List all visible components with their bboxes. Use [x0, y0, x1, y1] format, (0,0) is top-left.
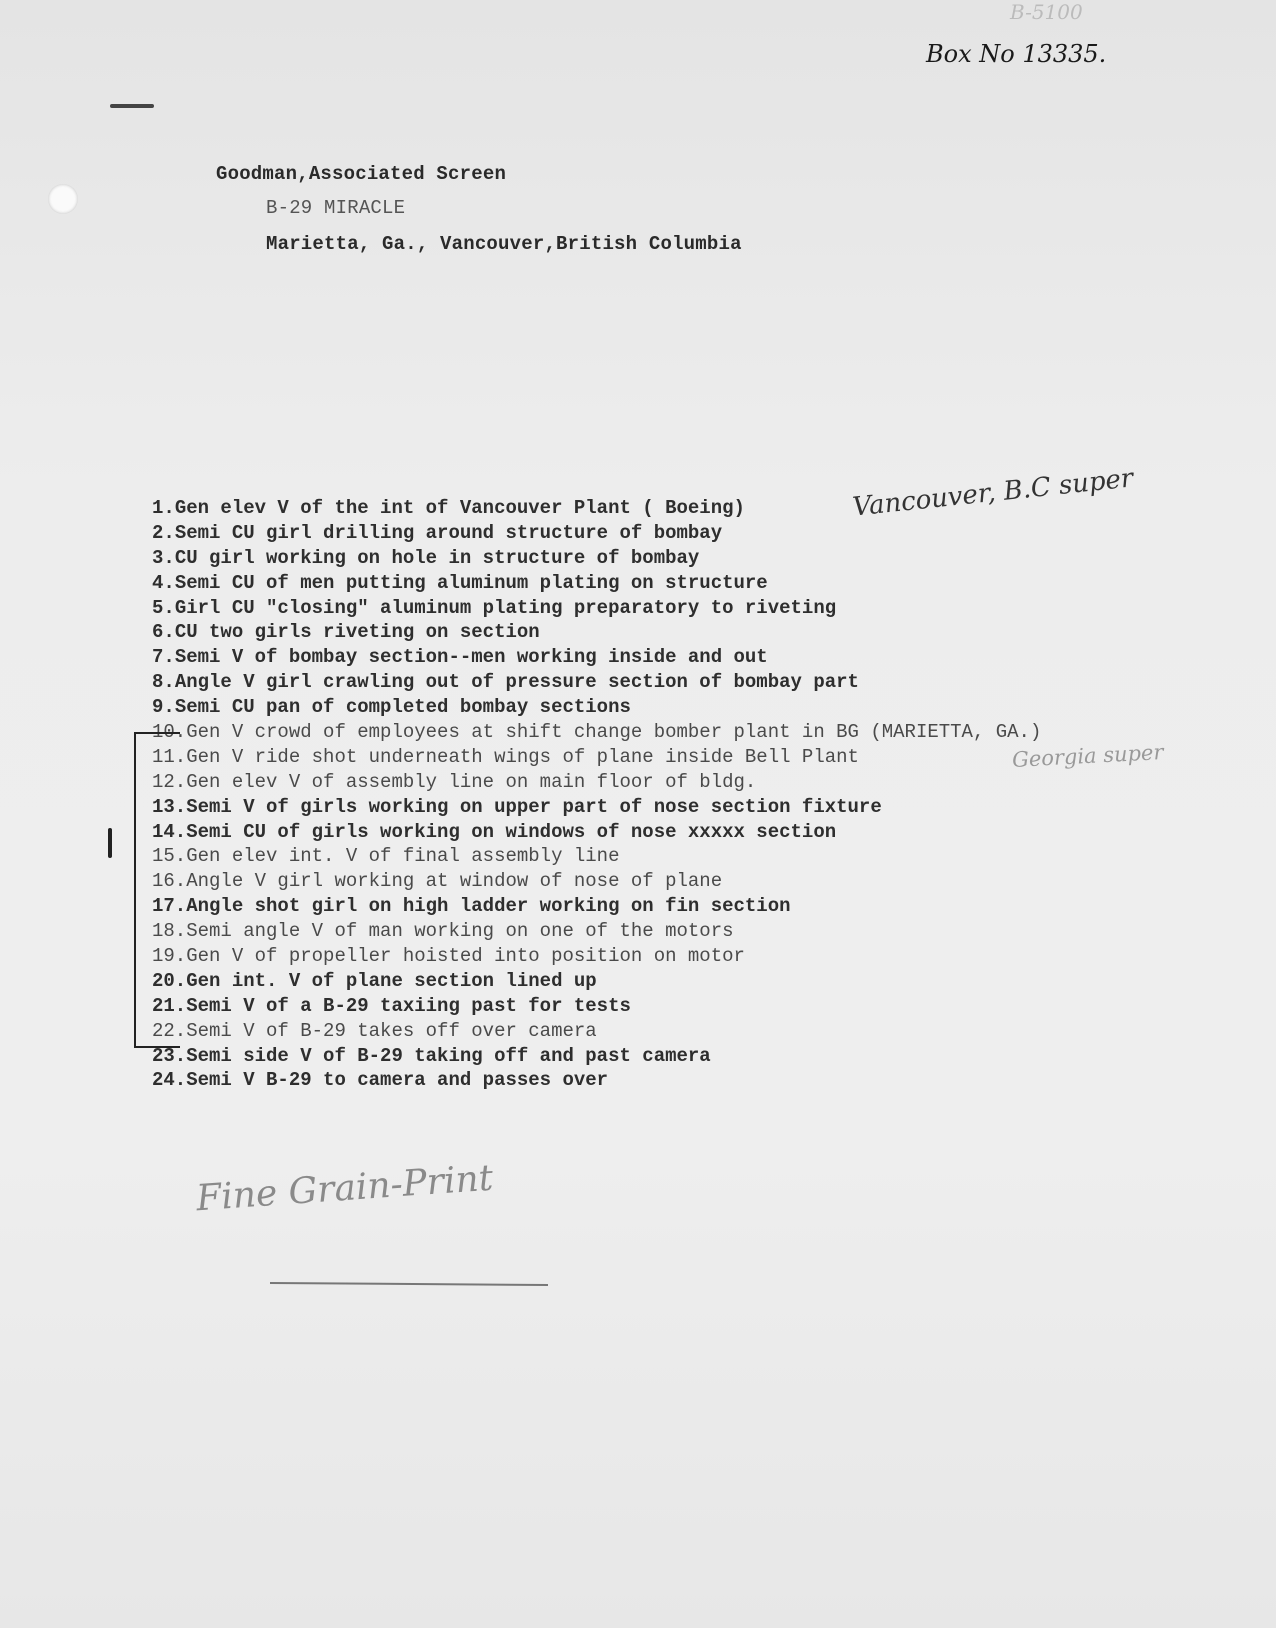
margin-tick-mark — [108, 828, 112, 858]
pencil-underline — [270, 1282, 548, 1286]
list-item: 6.CU two girls riveting on section — [152, 621, 540, 644]
heading-producer: Goodman,Associated Screen — [216, 163, 507, 185]
corner-catalog-note: B-5100 — [1010, 0, 1083, 24]
list-item: 24.Semi V B-29 to camera and passes over — [152, 1069, 609, 1092]
list-item: 14.Semi CU of girls working on windows of nose xxxxx section — [152, 820, 837, 843]
bracket-mark — [134, 732, 180, 1048]
georgia-super-note: Georgia super — [1011, 740, 1164, 772]
list-item: 11.Gen V ride shot underneath wings of plane inside Bell Plant — [152, 745, 859, 768]
list-item: 8.Angle V girl crawling out of pressure section of bombay part — [152, 671, 859, 694]
list-item: 13.Semi V of girls working on upper part of nose section fixture — [152, 795, 882, 818]
list-item: 19.Gen V of propeller hoisted into position on motor — [152, 945, 745, 968]
list-item: 21.Semi V of a B-29 taxiing past for tests — [152, 994, 631, 1017]
list-item: 3.CU girl working on hole in structure of bombay — [152, 546, 700, 569]
box-number-note: Box No 13335. — [926, 40, 1107, 68]
list-item: 9.Semi CU pan of completed bombay sections — [152, 696, 631, 719]
list-item: 2.Semi CU girl drilling around structure of bombay — [152, 521, 723, 544]
list-item: 16.Angle V girl working at window of nose of plane — [152, 870, 723, 893]
heading-locations: Marietta, Ga., Vancouver,British Columbia — [266, 233, 742, 255]
list-item: 5.Girl CU "closing" aluminum plating preparatory to riveting — [152, 596, 837, 619]
list-item: 1.Gen elev V of the int of Vancouver Plant ( Boeing) — [152, 497, 745, 519]
shot-list — [152, 496, 1041, 1093]
list-item: 7.Semi V of bombay section--men working inside and out — [152, 646, 768, 669]
list-item: 23.Semi side V of B-29 taking off and past camera — [152, 1044, 711, 1067]
clip-mark — [110, 104, 154, 108]
vancouver-super-note: Vancouver, B.C super — [851, 463, 1135, 523]
list-item: 22.Semi V of B-29 takes off over camera — [152, 1019, 597, 1042]
list-item: 17.Angle shot girl on high ladder working on fin section — [152, 895, 791, 918]
punch-hole — [48, 184, 78, 214]
list-item: 4.Semi CU of men putting aluminum plating on structure — [152, 571, 768, 594]
list-item: 15.Gen elev int. V of final assembly line — [152, 845, 620, 868]
list-item: 10.Gen V crowd of employees at shift change bomber plant in BG (MARIETTA, GA.) — [152, 721, 1042, 744]
list-item: 18.Semi angle V of man working on one of the motors — [152, 920, 734, 943]
list-item: 20.Gen int. V of plane section lined up — [152, 969, 597, 992]
fine-grain-print-note: Fine Grain-Print — [194, 1157, 495, 1220]
heading-title: B-29 MIRACLE — [266, 197, 406, 219]
list-item: 12.Gen elev V of assembly line on main floor of bldg. — [152, 770, 757, 793]
